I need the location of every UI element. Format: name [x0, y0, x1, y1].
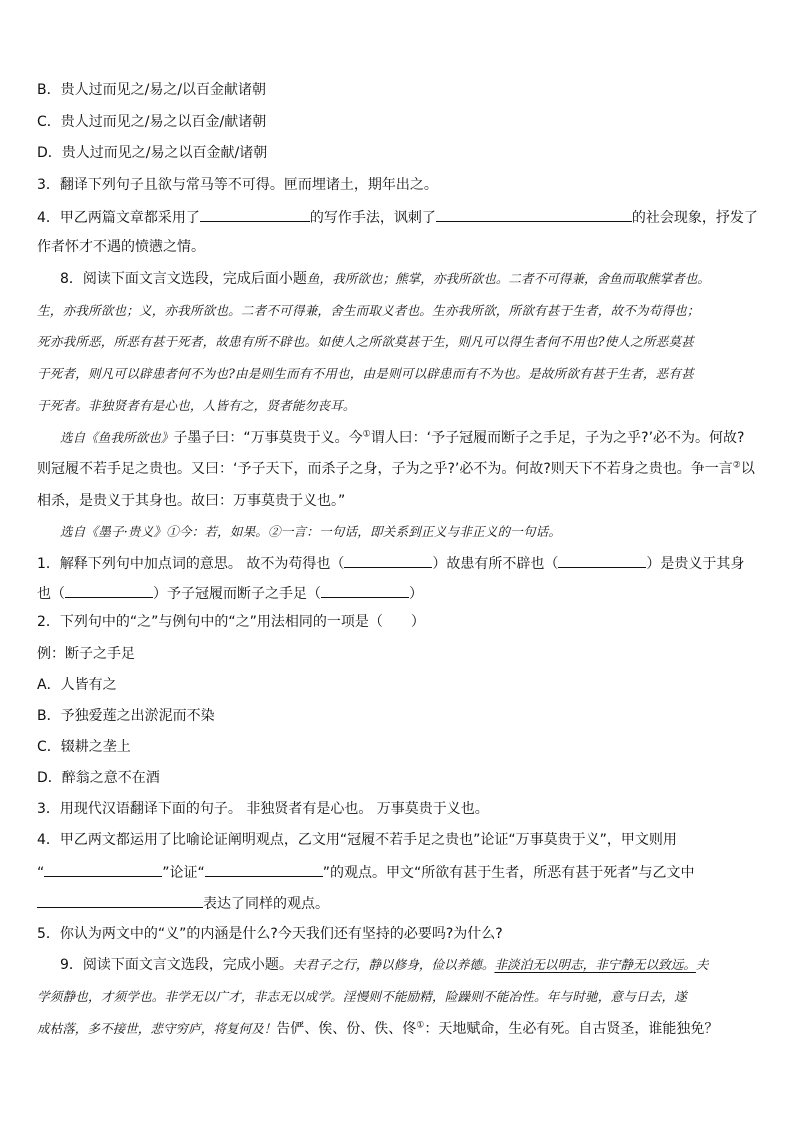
answer-blank[interactable]: [37, 892, 203, 908]
answer-blank[interactable]: [558, 552, 646, 568]
passage-text-line: 于死者。非独贤者有是心也，人皆有之，贤者能勿丧耳。: [37, 398, 356, 413]
passage-text-line: 于死者，则凡可以辟患者何不为也?由是则生而有不用也，由是则可以辟患而有不为也。是故所欲有甚于生者，恶有甚: [37, 366, 694, 381]
passage-text-line: 死亦我所恶，所恶有甚于死者，故患有所不辟也。如使人之所欲莫甚于生，则凡可以得生者何不用也?使人之所恶莫甚: [37, 334, 694, 349]
question-4-analogy: 4．甲乙两文都运用了比喻论证阐明观点，乙文用“冠履不若手足之贵也”论证“万事莫贵于义”，甲文则用: [37, 832, 677, 848]
option-d-line: D．贵人过而见之/易之以百金献/诸朝: [37, 145, 268, 161]
question-2: 2．下列句中的“之”与例句中的“之”用法相同的一项是（ ）: [37, 614, 425, 630]
question-4-fill: 4．甲乙两篇文章都采用了 的写作手法，讽刺了 的社会现象，抒发了: [37, 206, 758, 228]
question-4-continued: 作者怀才不遇的愤懑之情。: [37, 239, 205, 255]
option-c-line: C．贵人过而见之/易之以百金/献诸朝: [37, 114, 267, 130]
answer-blank[interactable]: [65, 582, 153, 598]
question-1-continued: 也（ ）予子冠履而断子之手足（ ）: [37, 582, 758, 604]
question-4-fill-end: 表达了同样的观点。: [37, 892, 758, 914]
passage-text-line: 成枯落，多不接世，悲守穷庐，将复何及！告俨、俟、份、佚、佟①：天地赋命，生必有死。自古贤圣，谁能独免？: [37, 1020, 719, 1037]
mozi-passage-line: 相杀，是贵义于其身也。故曰：万事莫贵于义也。”: [37, 493, 346, 509]
question-3-translate: 3．翻译下列句子且欲与常马等不可得。匣而埋诸土，期年出之。: [37, 177, 438, 193]
answer-blank[interactable]: [44, 861, 162, 877]
passage-text-line: 学须静也，才须学也。非学无以广才，非志无以成学。淫慢则不能励精，险躁则不能冶性。年与时驰，意与日去，遂: [37, 989, 687, 1004]
mozi-passage-line: 选自《鱼我所欲也》子墨子曰：“万事莫贵于义。今①谓人曰：‘予子冠履而断子之手足，子为之乎?’必不为。何故?: [60, 429, 745, 446]
question-4-fill-line: “ ”论证“ ”的观点。甲文“所欲有甚于生者，所恶有甚于死者”与乙文中: [37, 861, 758, 883]
answer-blank[interactable]: [436, 206, 632, 222]
question-3-modern: 3．用现代汉语翻译下面的句子。 非独贤者有是心也。 万事莫贵于义也。: [37, 801, 489, 817]
answer-blank[interactable]: [321, 582, 409, 598]
answer-blank[interactable]: [205, 861, 323, 877]
option-a[interactable]: A．人皆有之: [37, 677, 117, 693]
passage-8-heading: 8．阅读下面文言文选段，完成后面小题鱼，我所欲也；熊掌，亦我所欲也。二者不可得兼，舍鱼而取熊掌者也。: [60, 271, 710, 287]
option-b-line: B．贵人过而见之/易之/以百金献诸朝: [37, 82, 267, 98]
option-d[interactable]: D．醉翁之意不在酒: [37, 770, 160, 786]
passage-9-heading: 9．阅读下面文言文选段，完成小题。夫君子之行，静以修身，俭以养德。非淡泊无以明志，非宁静无以致远。夫: [60, 957, 709, 973]
question-5: 5．你认为两文中的“义”的内涵是什么?今天我们还有坚持的必要吗?为什么?: [37, 926, 503, 942]
option-b[interactable]: B．予独爱莲之出淤泥而不染: [37, 708, 215, 724]
option-c[interactable]: C．辍耕之垄上: [37, 739, 131, 755]
passage-text-line: 生，亦我所欲也；义，亦我所欲也。二者不可得兼，舍生而取义者也。生亦我所欲，所欲有甚于生者，故不为苟得也；: [37, 303, 700, 318]
example-line: 例：断子之手足: [37, 646, 135, 662]
mozi-passage-line: 则冠履不若手足之贵也。又曰：‘予子天下，而杀子之身，子为之乎?’必不为。何故?则天下不若身之贵也。争一言②以: [37, 460, 755, 477]
answer-blank[interactable]: [200, 206, 310, 222]
question-1-explain: 1．解释下列句中加点词的意思。 故不为苟得也（ ）故患有所不辟也（ ）是贵义于其身: [37, 552, 758, 574]
answer-blank[interactable]: [344, 552, 432, 568]
source-note: 选自《墨子·贵义》①今：若，如果。②一言：一句话，即关系到正义与非正义的一句话。: [60, 524, 562, 539]
